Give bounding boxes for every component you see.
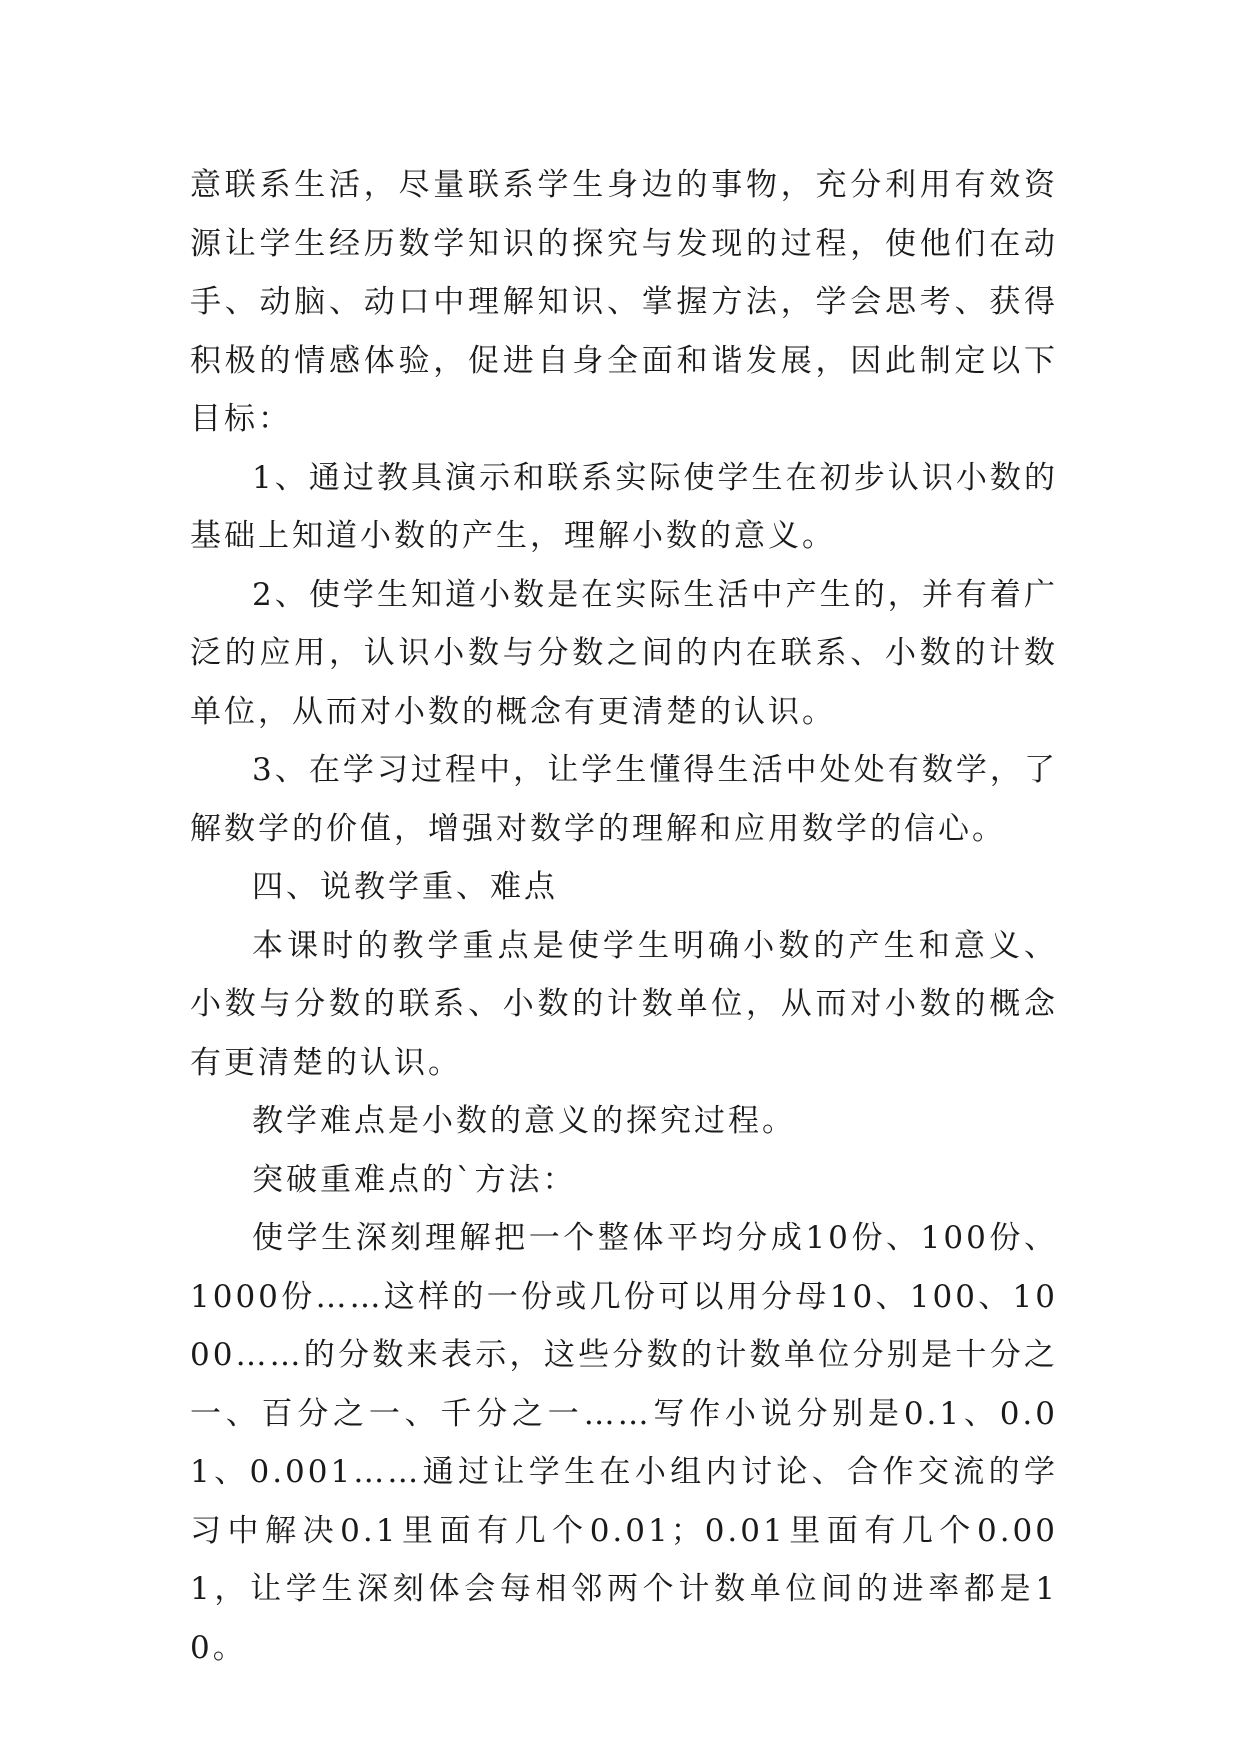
section-heading-key-points: 四、说教学重、难点 [252,869,558,905]
paragraph-intro-continuation: 意联系生活，尽量联系学生身边的事物，充分利用有效资源让学生经历数学知识的探究与发现的过程，使他们在动手、动脑、动口中理解知识、掌握方法，学会思考、获得积极的情感体验，促进自身全面和谐发展，因此制定以下目标： [190,167,1058,437]
paragraph-method-heading: 突破重难点的`方法： [252,1161,577,1198]
paragraph-goal-2: 2、使学生知道小数是在实际生活中产生的，并有着广泛的应用，认识小数与分数之间的内在联系、小数的计数单位，从而对小数的概念有更清楚的认识。 [190,576,1058,730]
paragraph-method-detail: 使学生深刻理解把一个整体平均分成10份、100份、1000份……这样的一份或几份可以用分母10、100、1000……的分数来表示，这些分数的计数单位分别是十分之一、百分之一、千分之一……写作小说分别是0.1、0.01、0.001……通过让学生在小组内讨论、合作交流的学习中解决0.1里面有几个0.01；0.01里面有几个0.001，让学生深刻体会每相邻两个计数单位间的进率都是10。 [190,1220,1058,1666]
paragraph-goal-3: 3、在学习过程中，让学生懂得生活中处处有数学，了解数学的价值，增强对数学的理解和应用数学的信心。 [190,752,1058,847]
paragraph-difficulty: 教学难点是小数的意义的探究过程。 [252,1103,796,1139]
document-body [190,156,1058,1677]
paragraph-key-point: 本课时的教学重点是使学生明确小数的产生和意义、小数与分数的联系、小数的计数单位，从而对小数的概念有更清楚的认识。 [190,927,1058,1081]
paragraph-goal-1: 1、通过教具演示和联系实际使学生在初步认识小数的基础上知道小数的产生，理解小数的意义。 [190,459,1058,554]
